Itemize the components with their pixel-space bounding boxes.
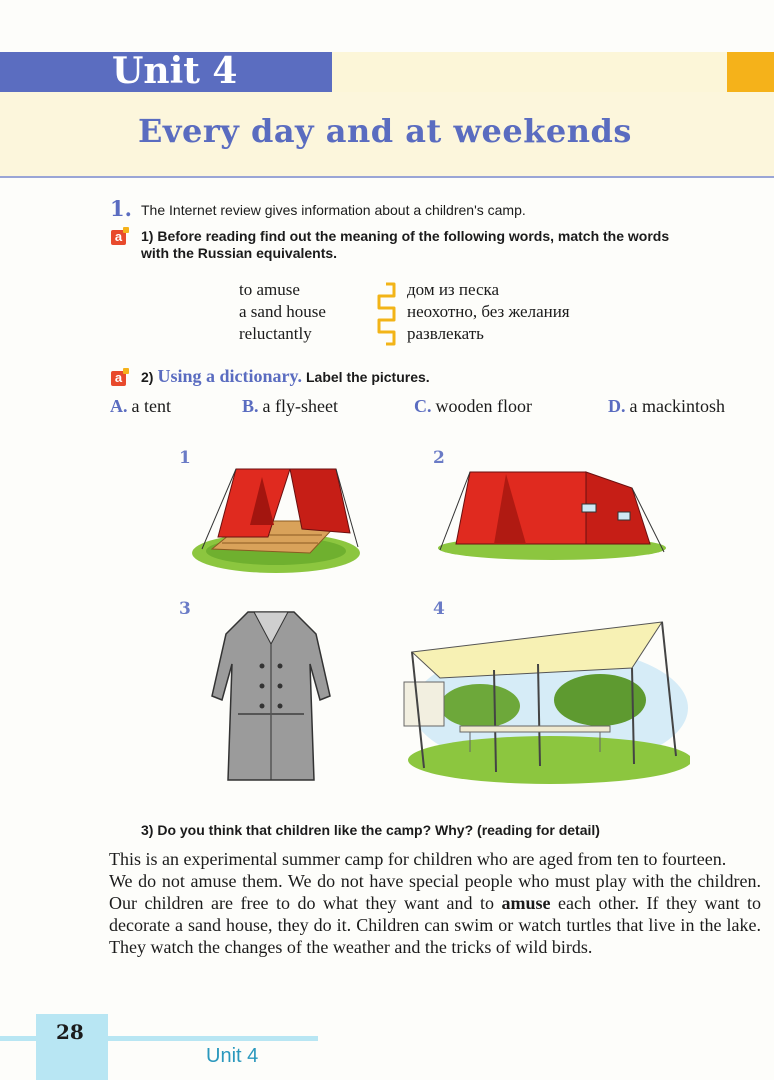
exercise-number: 1.	[110, 196, 132, 221]
option-letter: D.	[608, 396, 626, 416]
option-c	[414, 396, 532, 417]
picture-number: 4	[433, 599, 445, 619]
task-icon: a	[111, 371, 126, 386]
task1-line1: 1) Before reading find out the meaning of the following words, match the words	[141, 228, 670, 244]
raincoat-illustration	[206, 604, 336, 786]
task2-prefix: 2)	[141, 369, 154, 385]
russian-word: дом из песка	[407, 280, 500, 299]
option-letter: A.	[110, 396, 128, 416]
russian-word-list	[407, 279, 570, 345]
russian-word: развлекать	[407, 324, 484, 343]
long-tent-illustration	[436, 460, 668, 562]
english-word: reluctantly	[239, 324, 312, 343]
unit-title: Unit 4	[112, 50, 238, 92]
text-span: each other. If they want to decorate a sand house, they do it. Children can swim or watch turtles that live in the lake. They watch the changes of the weather and the tricks of wild birds.	[109, 893, 761, 957]
review-paragraph	[109, 870, 761, 958]
option-text: a mackintosh	[629, 396, 725, 416]
task1-line2: with the Russian equivalents.	[141, 245, 338, 261]
option-text: wooden floor	[435, 396, 532, 416]
picture-number: 2	[433, 448, 445, 468]
english-word: a sand house	[239, 302, 326, 321]
title-divider	[0, 176, 774, 178]
russian-word: неохотно, без желания	[407, 302, 570, 321]
matching-connector-icon	[374, 282, 398, 346]
bold-word: amuse	[501, 893, 551, 913]
accent-tab	[727, 52, 774, 92]
canopy-illustration	[400, 618, 690, 786]
page-number: 28	[56, 1020, 84, 1044]
task-icon: a	[111, 230, 126, 245]
header-band	[332, 52, 727, 92]
option-text: a fly-sheet	[262, 396, 338, 416]
english-word: to amuse	[239, 280, 300, 299]
task2-rest: Label the pictures.	[305, 369, 430, 385]
text-span: We do not amuse them. We do not have special people who must play with the children. Our children are free to do what they want and to	[109, 871, 761, 913]
review-text	[109, 848, 761, 958]
review-paragraph: This is an experimental summer camp for children who are aged from ten to fourteen.	[109, 849, 727, 869]
section-title: Every day and at weekends	[138, 112, 632, 150]
option-letter: C.	[414, 396, 432, 416]
tent-with-floor-illustration	[190, 455, 362, 575]
task2-instruction	[141, 366, 430, 387]
footer-unit-label: Unit 4	[206, 1045, 259, 1067]
option-d	[608, 396, 725, 417]
option-letter: B.	[242, 396, 259, 416]
option-a	[110, 396, 171, 417]
picture-number: 3	[179, 599, 191, 619]
picture-number: 1	[179, 448, 191, 468]
option-b	[242, 396, 338, 417]
exercise-intro: The Internet review gives information about a children's camp.	[141, 202, 526, 218]
task2-highlight: Using a dictionary.	[157, 366, 302, 386]
task3-instruction: 3) Do you think that children like the camp? Why? (reading for detail)	[141, 822, 600, 838]
english-word-list	[239, 279, 326, 345]
option-text: a tent	[131, 396, 171, 416]
